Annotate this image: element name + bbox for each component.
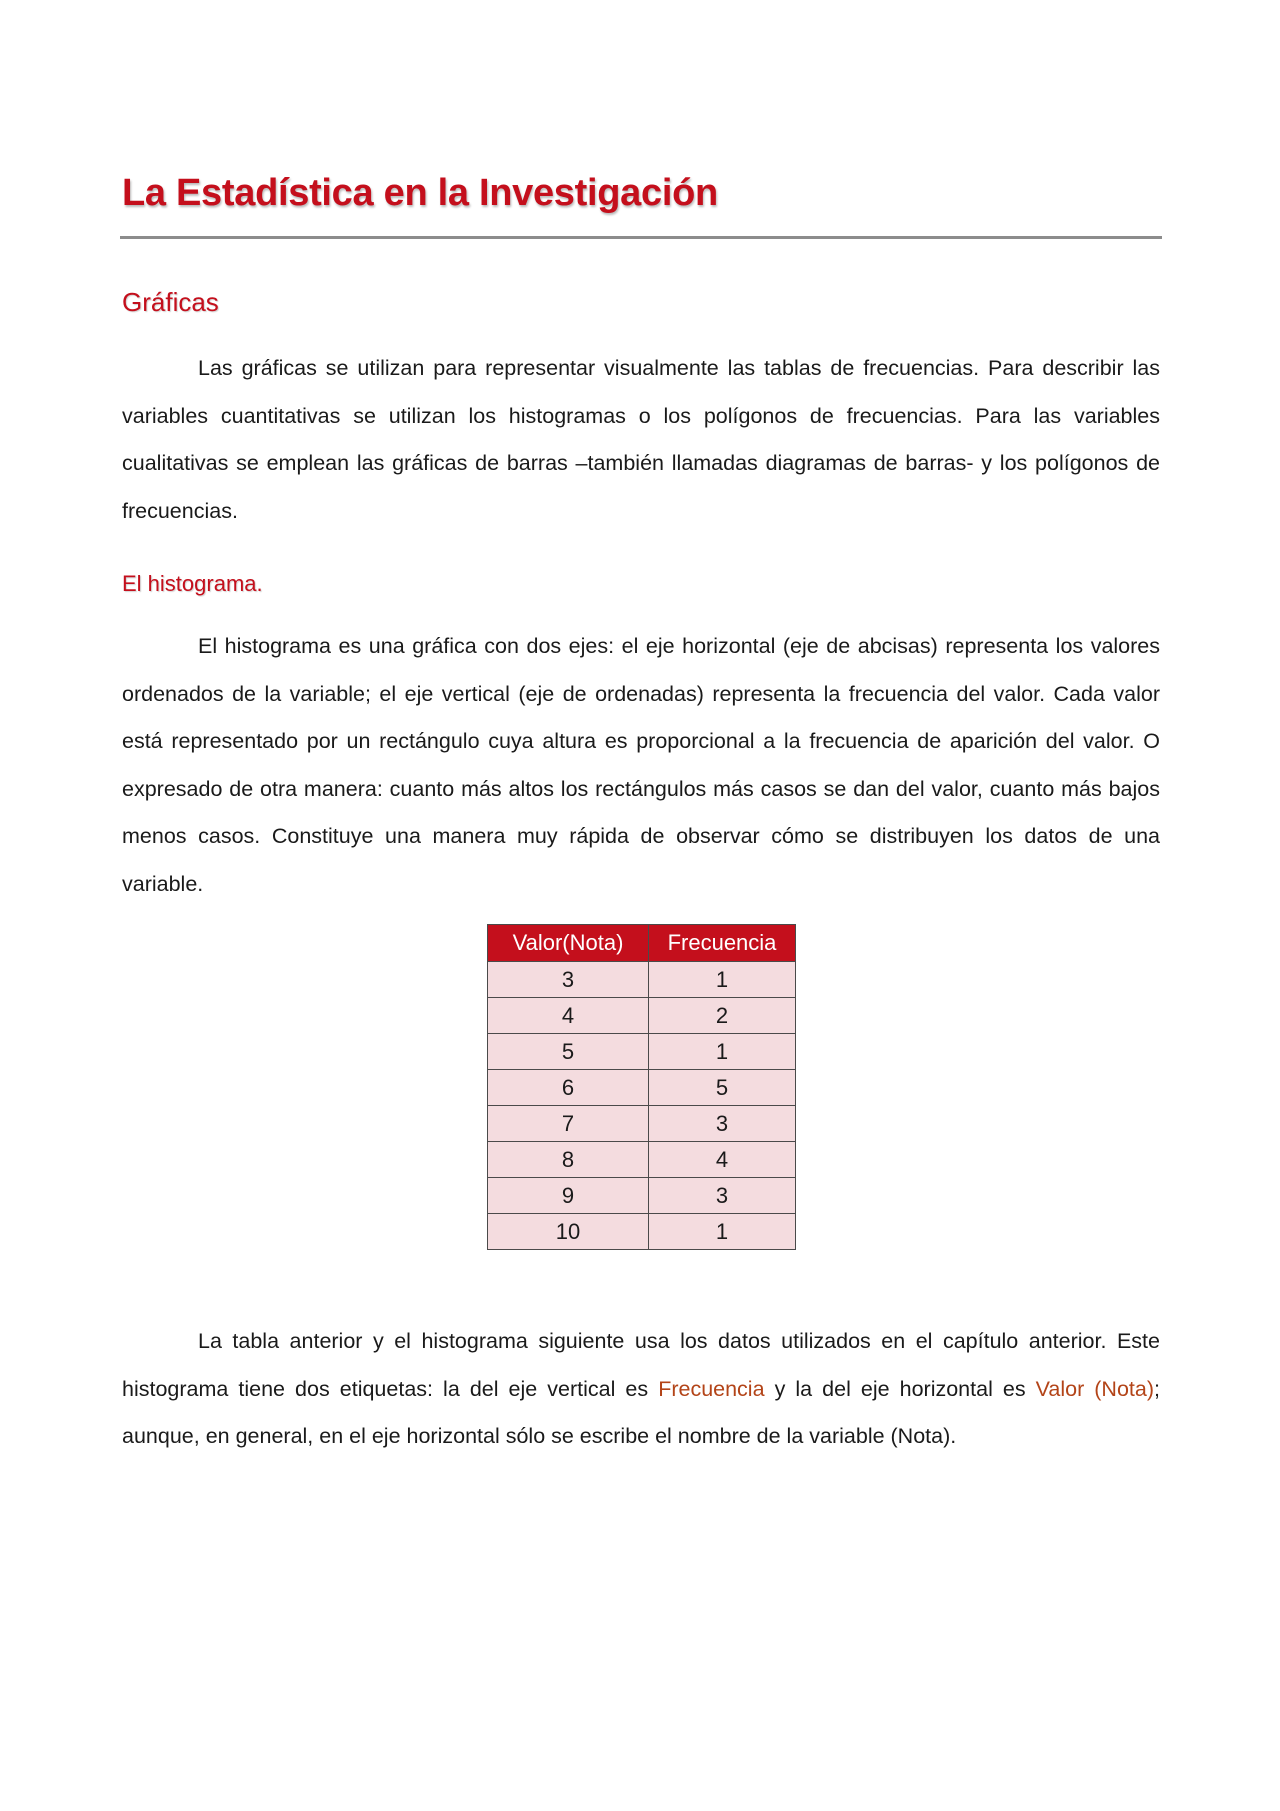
highlight-frecuencia: Frecuencia <box>658 1376 765 1401</box>
table-row <box>488 962 796 998</box>
cell-frecuencia: 5 <box>649 1070 796 1106</box>
table-row <box>488 998 796 1034</box>
paragraph-histograma: El histograma es una gráfica con dos ejes: el eje horizontal (eje de abcisas) representa los valores ordenados de la variable; el eje vertical (eje de ordenadas) representa la frecuencia del valor. Cada valor está representado por un rectángulo cuya altura es proporcional a la frecuencia de aparición del valor. O expresado de otra manera: cuanto más altos los rectángulos más casos se dan del valor, cuanto más bajos menos casos. Constituye una manera muy rápida de observar cómo se distribuyen los datos de una variable. <box>122 634 1160 896</box>
paragraph-graficas: Las gráficas se utilizan para representar visualmente las tablas de frecuencias. Para describir las variables cuantitativas se utilizan los histogramas o los polígonos de frecuencias. Para las variables cualitativas se emplean las gráficas de barras –también llamadas diagramas de barras- y los polígonos de frecuencias. <box>122 356 1160 523</box>
table-row <box>488 1178 796 1214</box>
cell-frecuencia: 4 <box>649 1142 796 1178</box>
table-row <box>488 1214 796 1250</box>
cell-valor: 6 <box>488 1070 649 1106</box>
cell-valor: 4 <box>488 998 649 1034</box>
section-heading-graficas: Gráficas <box>122 287 219 317</box>
table-row <box>488 1034 796 1070</box>
cell-frecuencia: 1 <box>649 1214 796 1250</box>
cell-valor: 3 <box>488 962 649 998</box>
closing-text-2: y la del eje horizontal es <box>764 1376 1036 1401</box>
cell-valor: 8 <box>488 1142 649 1178</box>
closing-text-1: La tabla anterior y el histograma siguiente usa los datos utilizados en el capítulo anterior. Este histograma tiene dos etiquetas: la del eje vertical es <box>122 1329 1160 1401</box>
table-row <box>488 1142 796 1178</box>
paragraph-closing <box>122 1318 1160 1461</box>
cell-valor: 7 <box>488 1106 649 1142</box>
cell-frecuencia: 3 <box>649 1106 796 1142</box>
cell-frecuencia: 2 <box>649 998 796 1034</box>
cell-frecuencia: 3 <box>649 1178 796 1214</box>
highlight-valor-nota: Valor (Nota) <box>1035 1376 1155 1401</box>
cell-frecuencia: 1 <box>649 1034 796 1070</box>
table-row <box>488 1070 796 1106</box>
frequency-table <box>487 924 796 1250</box>
table-header-row <box>488 925 796 962</box>
section-heading-histograma: El histograma. <box>122 571 263 596</box>
closing-text-3: ; aunque, en general, en el eje horizontal sólo se escribe el nombre de la variable (Nota). <box>122 1376 1160 1448</box>
cell-valor: 10 <box>488 1214 649 1250</box>
cell-valor: 9 <box>488 1178 649 1214</box>
document-title: La Estadística en la Investigación <box>122 172 718 214</box>
table-row <box>488 1106 796 1142</box>
header-frecuencia: Frecuencia <box>649 925 796 962</box>
title-divider <box>120 236 1162 239</box>
header-valor: Valor(Nota) <box>488 925 649 962</box>
cell-frecuencia: 1 <box>649 962 796 998</box>
cell-valor: 5 <box>488 1034 649 1070</box>
